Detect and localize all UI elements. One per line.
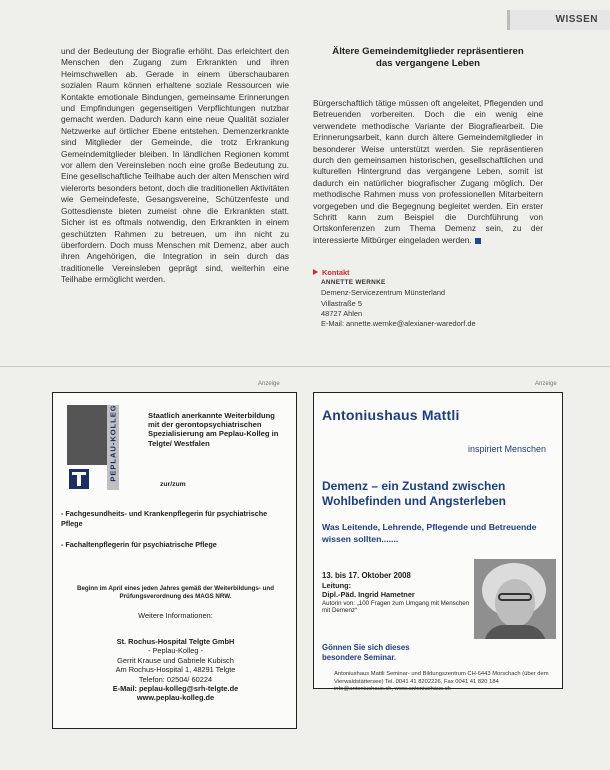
brand-vertical-text: PEPLAU-KOLLEG: [108, 404, 118, 482]
article-right-text: Bürgerschaftlich tätige müssen oft angeleitet, Pflegenden und Betreuenden vorbereiten. Doch die ein wenig eine verwendete methodische Variante der Biografiearbeit. Die Erinnerungsarbeit, kann durch ältere Gemeindemitglieder in besonderer Weise unterstützt werden. Sie repräsentieren durch den gemeinsamen historischen, gesellschaftlichen und kulturellen Hintergrund das vergangene Leben, somit ist dadurch ein natürlicher biografischer Zugang möglich. Der methodische Rahmen muss von professionellen Mitarbeitern vorgegeben und die Begegnung begleitet werden. Ein erster Schritt kann zum Beispiel die Durchführung von Ortskonferenzen zum Thema Demenz sein, zu der interessierte Mitbürger eingeladen werden.: [313, 98, 543, 245]
ad-right-event: [322, 571, 472, 615]
org-address: Am Rochus-Hospital 1, 48291 Telgte: [115, 665, 236, 675]
org-people: Gerrit Krause und Gabriele Kubisch: [117, 655, 234, 665]
contact-heading: [313, 268, 543, 278]
article-subheading-line2: das vergangene Leben: [376, 58, 480, 69]
ad-left-bullet-1: - Fachgesundheits- und Krankenpflegerin für psychiatrische Pflege: [61, 509, 268, 528]
article-right-column: [313, 46, 543, 246]
ad-peplau-kolleg: [52, 392, 297, 729]
org-email: E-Mail: peplau-kolleg@srh-telgte.de: [112, 684, 239, 694]
ad-label-right: Anzeige: [535, 381, 557, 387]
article-right-body: [313, 98, 543, 246]
event-leader: Dipl.-Päd. Ingrid Hametner: [322, 590, 415, 600]
contact-heading-label: Kontakt: [322, 268, 350, 277]
portrait-photo: [474, 559, 556, 639]
org-web: www.peplau-kolleg.de: [136, 693, 215, 703]
contact-city: 48727 Ahlen: [321, 308, 363, 318]
article-subheading-line1: Ältere Gemeindemitglieder repräsentieren: [332, 46, 524, 57]
ad-right-subhead: Was Leitende, Lehrende, Pflegende und Betreuende wissen sollten.......: [322, 522, 537, 544]
ad-left-organisation: [63, 637, 288, 703]
ad-right-cta: [322, 643, 410, 663]
event-date: 13. bis 17. Oktober 2008: [322, 571, 411, 580]
org-phone: Telefon: 02504/ 60224: [138, 674, 213, 684]
ad-right-headline: Demenz – ein Zustand zwischen Wohlbefinden und Angsterleben: [322, 479, 506, 508]
ad-right-footer: Antoniushaus Mattli Seminar- und Bildungszentrum CH-6443 Morschach (über dem Vierwaldstättersee) Tel. 0041 41 8202226, Fax 0041 41 820 184 info@antoniushaus.ch, www.antoniushaus.ch: [334, 671, 549, 693]
event-author: Autorin von: „100 Fragen zum Umgang mit Menschen mit Demenz“: [322, 599, 470, 615]
cta-line-1: Gönnen Sie sich dieses: [322, 643, 410, 652]
event-leitung: Leitung:: [322, 580, 352, 590]
arrow-right-icon: [313, 269, 318, 275]
contact-org: Demenz-Servicezentrum Münsterland: [321, 288, 446, 298]
ad-right-title: Antoniushaus Mattli: [322, 407, 460, 423]
end-mark-icon: [475, 238, 481, 244]
ad-left-more-info: Weitere Informationen:: [138, 611, 213, 620]
ad-left-zur: zur/zum: [160, 481, 186, 488]
contact-street: Villastraße 5: [321, 298, 362, 308]
cta-line-2: besondere Seminar.: [322, 653, 397, 662]
contact-email: E-Mail: annette.wernke@alexianer-waredorf.de: [321, 319, 476, 329]
org-name: St. Rochus-Hospital Telgte GmbH: [116, 637, 235, 646]
ad-left-headline: Staatlich anerkannte Weiterbildung mit der gerontopsychiatrischen Spezialisierung am Peplau-Kolleg in Telgte/ Westfalen: [148, 411, 279, 448]
section-tab-label: WISSEN: [555, 14, 598, 25]
contact-box: [313, 268, 543, 329]
article-subheading: [313, 46, 543, 70]
org-sub: - Peplau-Kolleg -: [147, 646, 204, 656]
ad-antoniushaus: [313, 392, 563, 693]
section-tab: [507, 10, 610, 30]
ad-left-info: Beginn im April eines jeden Jahres gemäß der Weiterbildungs- und Prüfungsverordnung des MAGS NRW.: [76, 585, 274, 601]
building-photo: [67, 405, 107, 465]
article-left-column: und der Bedeutung der Biografie erhöht. Das erleichtert den Menschen den Zugang zum Erkrankten und ihren Heimschwellen ab. Gerade in einem überschaubaren sozialen Raum können erhaltene soziale Ressourcen wie Kontakte emotionale Bindungen, gemeinsame Erinnerungen und Empfindungen gegenseitigen Verpflichtungen nutzbar gemacht werden. Dadurch kann eine neue Qualität sozialer Netzwerke auf örtlicher Ebene entstehen. Demenzerkrankte sind Mitglieder der Gemeinde, die trotz Erkrankung Gemeindemitglieder bleiben. In ländlichen Regionen kommt vor allem den Vereinsleben noch eine große Bedeutung zu. Eine gesellschaftliche Teilhabe auch der alten Menschen wird vielerorts besonders betont, doch die traditionellen Aktivitäten wie Gemeindefeste, Gesangsvereine, Schützenfeste und Gottesdienste bieten zumeist ohne die Erkrankten statt. Sicher ist es oftmals notwendig, den Erkrankten in einem geschützten Rahmen zu betreuen, um ihn nicht zu überfordern. Doch muss Menschen mit Demenz, aber auch ihren Angehörigen, die Integration in sein durch das traditionelle Vereinsleben geprägt sind, weiterhin eine Teilhabe ermöglicht werden.: [61, 46, 289, 285]
contact-name: ANNETTE WERNKE: [321, 279, 386, 287]
peplau-logo-icon: [69, 469, 89, 489]
section-divider: [0, 366, 610, 367]
ad-label-left: Anzeige: [258, 381, 280, 387]
ad-left-bullets: [61, 509, 281, 562]
ad-left-bullet-2: - Fachaltenpflegerin für psychiatrische Pflege: [61, 540, 217, 550]
ad-right-subtitle: inspiriert Menschen: [467, 444, 546, 454]
